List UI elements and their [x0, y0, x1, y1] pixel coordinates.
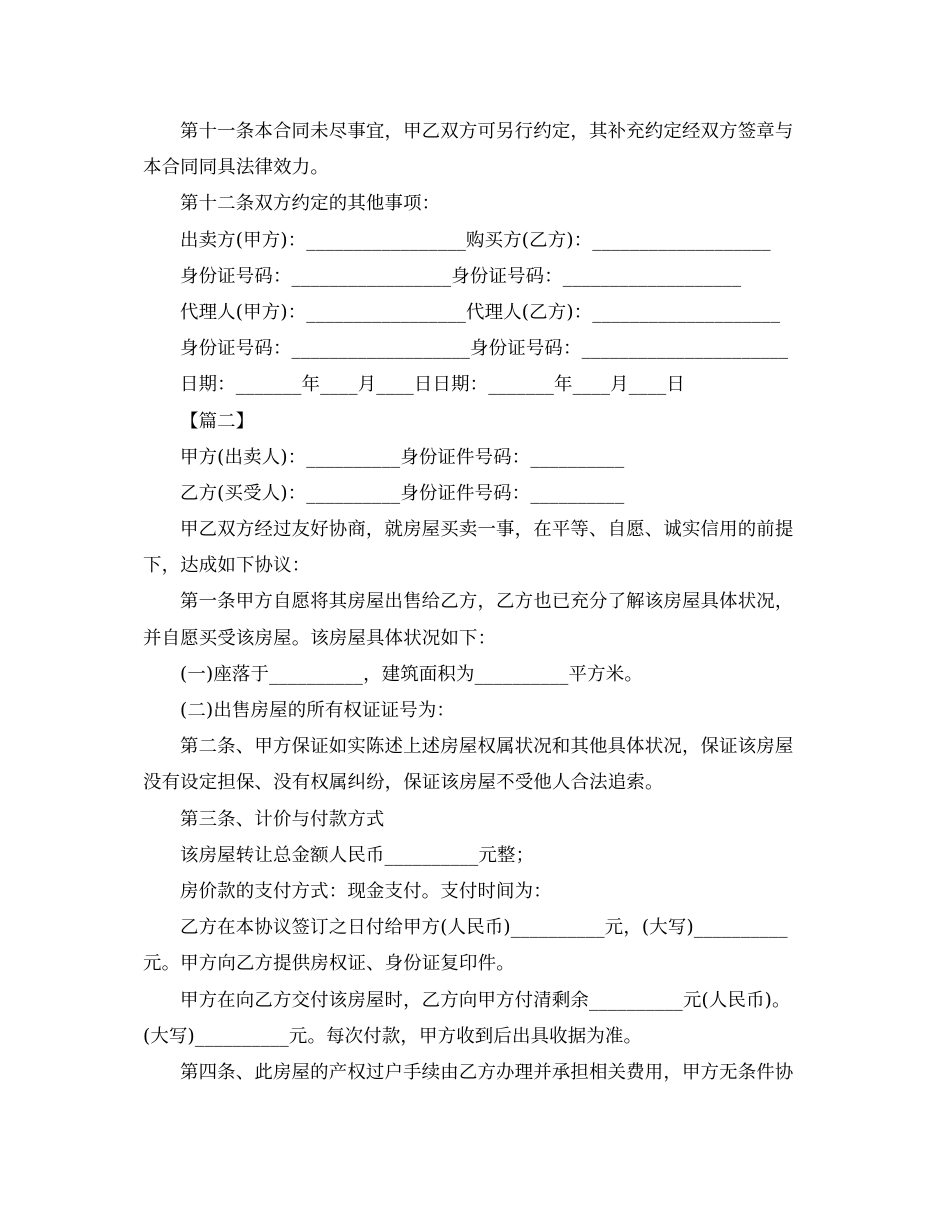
id-number-line: 身份证号码：___________________身份证号码：______________________ [180, 338, 789, 360]
paragraph-line: 第一条甲方自愿将其房屋出售给乙方，乙方也已充分了解该房屋具体状况， [180, 591, 794, 613]
paragraph-line: 第三条、计价与付款方式 [180, 808, 385, 830]
paragraph-line: 第十二条双方约定的其他事项： [180, 193, 441, 215]
agent-line: 代理人(甲方)：_________________代理人(乙方)：____________________ [180, 301, 781, 323]
paragraph-line: (大写)__________元。每次付款，甲方收到后出具收据为准。 [143, 1025, 643, 1047]
seller-buyer-line: 出卖方(甲方)：_________________购买方(乙方)：___________________ [180, 229, 771, 251]
date-line: 日期：_______年____月____日日期：_______年____月____日 [180, 374, 685, 396]
paragraph-line: 乙方在本协议签订之日付给甲方(人民币)__________元，(大写)__________ [180, 917, 788, 939]
paragraph-line: 甲方在向乙方交付该房屋时，乙方向甲方付清剩余__________元(人民币)。 [180, 989, 791, 1011]
paragraph-line: 第二条、甲方保证如实陈述上述房屋权属状况和其他具体状况，保证该房屋 [180, 736, 794, 758]
document-body [143, 114, 803, 1091]
paragraph-line: (一)座落于__________，建筑面积为__________平方米。 [180, 663, 643, 685]
paragraph-line: 下，达成如下协议： [143, 555, 311, 577]
party-a-line: 甲方(出卖人)：__________身份证件号码：__________ [180, 446, 625, 468]
paragraph-line: 第十一条本合同未尽事宜，甲乙双方可另行约定，其补充约定经双方签章与 [180, 121, 794, 142]
paragraph-line: 本合同同具法律效力。 [143, 157, 329, 179]
section-heading: 【篇二】 [180, 410, 255, 432]
paragraph-line: 第四条、此房屋的产权过户手续由乙方办理并承担相关费用，甲方无条件协 [180, 1061, 794, 1083]
paragraph-line: 甲乙双方经过友好协商，就房屋买卖一事，在平等、自愿、诚实信用的前提 [180, 519, 794, 541]
paragraph-line: 房价款的支付方式：现金支付。支付时间为： [180, 880, 552, 902]
party-b-line: 乙方(买受人)：__________身份证件号码：__________ [180, 482, 625, 504]
paragraph-line: 没有设定担保、没有权属纠纷，保证该房屋不受他人合法追索。 [143, 772, 664, 794]
paragraph-line: 该房屋转让总金额人民币__________元整； [180, 844, 535, 866]
paragraph-line: 并自愿买受该房屋。该房屋具体状况如下： [143, 627, 497, 649]
paragraph-line: (二)出售房屋的所有权证证号为： [180, 700, 456, 721]
paragraph-line: 元。甲方向乙方提供房权证、身份证复印件。 [143, 953, 515, 975]
id-number-line: 身份证号码：_________________身份证号码：___________________ [180, 265, 742, 287]
